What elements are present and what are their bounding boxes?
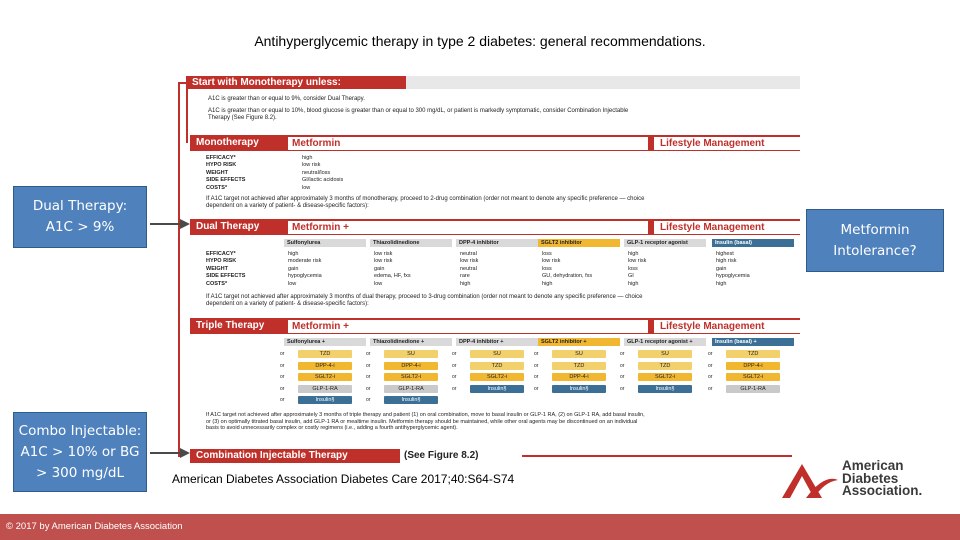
or-label: or (708, 362, 713, 369)
ada-logo-icon (780, 460, 840, 500)
triple-drug-header: Sulfonylurea + (284, 338, 366, 346)
triple-therapy-drug: Metformin + (288, 320, 648, 333)
triple-therapy-lifestyle: Lifestyle Management (654, 320, 804, 333)
citation: American Diabetes Association Diabetes Care 2017;40:S64-S74 (172, 472, 515, 486)
dual-drug-header: Sulfonylurea (284, 239, 366, 247)
dual-values-column: neutral low risk neutral rare high (460, 251, 479, 287)
slide-title: Antihyperglycemic therapy in type 2 diabetes: general recommendations. (254, 33, 706, 49)
dual-therapy-lifestyle: Lifestyle Management (654, 221, 804, 234)
or-label: or (280, 362, 285, 369)
flow-line (178, 82, 180, 457)
mono-values: high low risk neutral/loss GI/lactic acidosis low (302, 155, 344, 191)
or-label: or (366, 374, 371, 380)
dual-values-column: low risk low risk gain edema, HF, fxs low (374, 251, 411, 287)
or-label: or (534, 374, 539, 380)
triple-option-cell: SU (638, 350, 692, 358)
monotherapy-label: Monotherapy (196, 137, 259, 148)
condition-dual: A1C is greater than or equal to 9%, consider Dual Therapy. (208, 96, 365, 102)
metformin-intolerance-callout: Metformin Intolerance? (806, 209, 944, 272)
or-label: or (534, 351, 539, 357)
flow-line (186, 88, 188, 143)
combination-injectable-bar: Combination Injectable Therapy (190, 449, 400, 463)
triple-drug-header: SGLT2 inhibitor + (538, 338, 620, 346)
or-label: or (534, 385, 539, 392)
or-label: or (452, 362, 457, 369)
footer-copyright: © 2017 by American Diabetes Association (6, 521, 183, 532)
triple-option-cell: Insulin§ (552, 385, 606, 393)
dual-values-column: high low risk loss GI high (628, 251, 647, 287)
monotherapy-drug: Metformin (288, 137, 648, 150)
or-label: or (534, 362, 539, 369)
or-label: or (452, 374, 457, 380)
combination-injectable-ref: (See Figure 8.2) (404, 450, 479, 461)
triple-option-cell: Insulin§ (298, 396, 352, 404)
or-label: or (366, 351, 371, 357)
or-label: or (708, 385, 713, 392)
triple-therapy-label: Triple Therapy (196, 320, 265, 331)
start-monotherapy-bar: Start with Monotherapy unless: (186, 76, 406, 89)
triple-option-cell: SGLT2-i (638, 373, 692, 381)
triple-option-cell: GLP-1-RA (726, 385, 780, 393)
or-label: or (620, 362, 625, 369)
dual-values-column: high moderate risk gain hypoglycemia low (288, 251, 322, 287)
dual-arrow-icon (150, 218, 190, 230)
triple-option-cell: TZD (638, 362, 692, 370)
triple-option-cell: Insulin§ (638, 385, 692, 393)
combo-injectable-callout: Combo Injectable: A1C > 10% or BG > 300 mg/dL (13, 412, 147, 492)
condition-combo: A1C is greater than or equal to 10%, blood glucose is greater than or equal to 300 mg/dL, or patient is markedly symptomatic, consider Combination Injectable Therapy (See Figure 8.2). (208, 108, 629, 121)
dual-drug-header: DPP-4 inhibitor (456, 239, 538, 247)
or-label: or (620, 351, 625, 357)
or-label: or (708, 351, 713, 357)
dual-therapy-drug: Metformin + (288, 221, 648, 234)
or-label: or (452, 351, 457, 357)
triple-option-cell: SGLT2-i (726, 373, 780, 381)
dual-values-column: loss low risk loss GU, dehydration, fxs high (542, 251, 593, 287)
triple-option-cell: DPP-4-i (384, 362, 438, 370)
or-label: or (708, 374, 713, 380)
or-label: or (366, 397, 371, 403)
triple-option-cell: TZD (726, 350, 780, 358)
triple-option-cell: GLP-1-RA (384, 385, 438, 393)
triple-note: If A1C target not achieved after approximately 3 months of triple therapy and patient (1) on oral combination, move to basal insulin or GLP-1 RA, (2) on GLP-1 RA, add basal insulin, or (3) on optimally titrated basal insulin, add GLP-1 RA or mealtime insulin. Metformin therapy should be maintained, while other oral agents may be discontinued on an individual basis to avoid unnecessarily complex or costly regimens (i.e., adding a fourth antihyperglycemic agent). (206, 412, 645, 431)
ada-logo (780, 458, 960, 502)
monotherapy-lifestyle: Lifestyle Management (654, 137, 804, 150)
combo-arrow-icon (150, 447, 190, 459)
triple-option-cell: TZD (552, 362, 606, 370)
dual-drug-header: Thiazolidinedione (370, 239, 452, 247)
dual-drug-header: SGLT2 inhibitor (538, 239, 620, 247)
triple-option-cell: TZD (470, 362, 524, 370)
or-label: or (620, 374, 625, 380)
dual-note: If A1C target not achieved after approximately 3 months of dual therapy, proceed to 3-drug combination (order not meant to denote any specific preference — choice dependent on a variety of patient- & disease-specific factors): (206, 294, 643, 307)
treatment-algorithm-figure (172, 72, 804, 467)
triple-drug-header: Insulin (basal) + (712, 338, 794, 346)
triple-drug-header: GLP-1 receptor agonist + (624, 338, 706, 346)
or-label: or (366, 385, 371, 392)
triple-option-cell: Insulin§ (384, 396, 438, 404)
footer-bar (0, 514, 960, 540)
triple-option-cell: SU (552, 350, 606, 358)
or-label: or (280, 385, 285, 392)
triple-option-cell: SGLT2-i (470, 373, 524, 381)
or-label: or (620, 385, 625, 392)
dual-therapy-label: Dual Therapy (196, 221, 260, 232)
triple-option-cell: DPP-4-i (298, 362, 352, 370)
triple-drug-header: DPP-4 inhibitor + (456, 338, 538, 346)
dual-row-labels: EFFICACY* HYPO RISK WEIGHT SIDE EFFECTS COSTS* (206, 251, 246, 287)
triple-option-cell: SGLT2-i (384, 373, 438, 381)
dual-therapy-callout: Dual Therapy: A1C > 9% (13, 186, 147, 248)
dual-drug-header: GLP-1 receptor agonist (624, 239, 706, 247)
triple-option-cell: SU (470, 350, 524, 358)
triple-option-cell: DPP-4-i (552, 373, 606, 381)
triple-option-cell: Insulin§ (470, 385, 524, 393)
dual-values-column: highest high risk gain hypoglycemia high (716, 251, 750, 287)
triple-drug-header: Thiazolidinedione + (370, 338, 452, 346)
or-label: or (280, 351, 285, 357)
triple-option-cell: DPP-4-i (726, 362, 780, 370)
or-label: or (280, 397, 285, 403)
triple-option-cell: TZD (298, 350, 352, 358)
ada-logo-text: American Diabetes Association. (842, 458, 923, 498)
or-label: or (280, 374, 285, 380)
or-label: or (366, 362, 371, 369)
triple-option-cell: GLP-1-RA (298, 385, 352, 393)
dual-drug-header: Insulin (basal) (712, 239, 794, 247)
mono-row-labels: EFFICACY* HYPO RISK WEIGHT SIDE EFFECTS COSTS* (206, 155, 246, 191)
or-label: or (452, 385, 457, 392)
triple-option-cell: SU (384, 350, 438, 358)
mono-note: If A1C target not achieved after approximately 3 months of monotherapy, proceed to 2-drug combination (order not meant to denote any specific preference — choice dependent on a variety of patient- & disease-specific factors): (206, 196, 645, 209)
triple-option-cell: SGLT2-i (298, 373, 352, 381)
